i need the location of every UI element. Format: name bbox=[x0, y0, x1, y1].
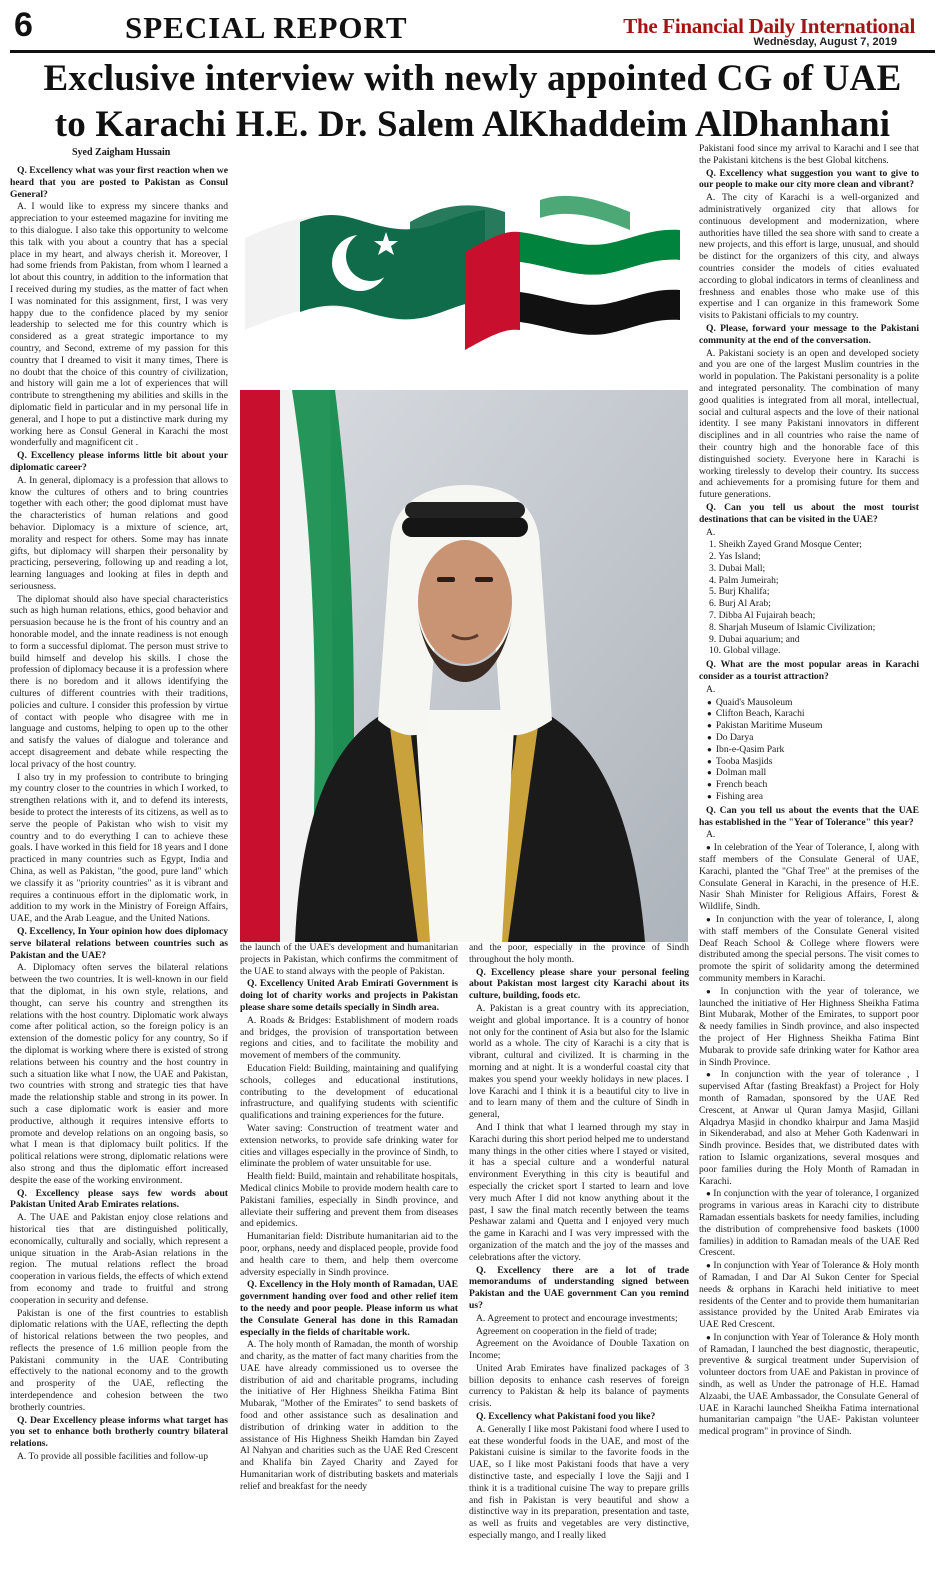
interview-answer-paragraph: Agreement on the Avoidance of Double Taxation on Income; bbox=[469, 1338, 689, 1362]
karachi-area-item: ● Clifton Beach, Karachi bbox=[707, 708, 919, 720]
interview-answer-paragraph: A. Pakistani society is an open and developed society and you are one of the largest Muslim countries in the world in population. The Pakistani personality is a polite and integrated personality. The combination of many good qualities is integrated from all moral, intellectual, social and cultural aspects and the love of their national identity. I see many Pakistani innovators in different disciplines and in all countries who raise the name of their country high and the honorable face of this distinguished society. Everyone here in Karachi is working tirelessly to develop their country. Its success and achievements for a promising future for them and future generations. bbox=[699, 347, 919, 501]
interview-answer-paragraph: A. Pakistan is a great country with its appreciation, weight and global importance. It is a country of honor not only for the continent of Asia but also for the Islamic world as a whole. The city of Karachi is a city that is vibrant, cultural and civilized. It is charming in the morning and at night. It is a wonderful coastal city that makes you spend your weekly holidays in new places. I love Karachi and I think it is a beautiful city to live in and to learn many of them and the culture of Sindh in general, bbox=[469, 1002, 689, 1121]
interview-answer-paragraph: A. I would like to express my sincere thanks and appreciation to your esteemed magazine for inviting me to this dialogue. I also take this opportunity to welcome this talk with you about a country that has a special place in my heart, and always cherish it. Moreover, I had some friends from Pakistan, from whom I learned a lot about this country, in addition to the information that I received during my studies, as the matter of fact when I was nominated for this assignment, first, I was very happy due to the confidence placed by my senior leadership to selected me for this country which is considered as a great strategic importance to my country, and Second, extreme of my passion for this country that I dreamed to visit it many times, There is no doubt that the choice of this country of civilization, and history will gain me a lot of experiences that will contribute to strengthening my abilities and skills in the diplomatic field in particular and in my personal life in general, and I hope to put a distinctive mark during my working here as Consul General in Karachi the most wonderfully and magnificent cit . bbox=[10, 201, 228, 449]
tolerance-event-text: In conjunction with Year of Tolerance & Holy month of Ramadan, I and Dar Al Sukon Center for Special needs & orphans in Karachi held initiative to meet residents of the Center and to provide them humanitarian assistance provided by the United Arab Emirates via UAE Red Crescent. bbox=[699, 1260, 919, 1331]
interview-answer-paragraph: and the poor, especially in the province of Sindh throughout the holy month. bbox=[469, 942, 689, 965]
article-column-1 bbox=[10, 165, 228, 1567]
bullet-icon: ● bbox=[706, 1189, 714, 1199]
interview-answer-paragraph: A. Diplomacy often serves the bilateral relations between the two countries. It is well-known in our field that the diplomat, in his own style, relations, and thought, can serve his country and strengthen its relations with the host country. Diplomatic work always come after political action, so the foreign policy is an extension of the domestic policy for any country, So if the diplomat is working where there is existed of strong relations between his country and the host country in such a situation like what I now, the UAE and Pakistan, two countries with strong and strategic ties that have made the relationship stable and strong in its power. In such a case diplomatic work is easier and more productive, although it requires intensive efforts to promote and develop relations on an ongoing basis, so what I mean is that diplomacy built politics. If the political relations were strong, diplomatic relations were also strong and thus the diplomatic effort increased despite the ease of the working environment. bbox=[10, 962, 228, 1186]
interview-answer-paragraph: the launch of the UAE's development and humanitarian projects in Pakistan, which confirms the commitment of the UAE to stand always with the people of Pakistan. bbox=[240, 942, 458, 977]
tolerance-event-item bbox=[699, 914, 919, 985]
interview-question: Q. Excellency please informs little bit about your diplomatic career? bbox=[10, 450, 228, 473]
tolerance-event-item bbox=[699, 986, 919, 1069]
newspaper-name: The Financial Daily International bbox=[623, 14, 915, 38]
interview-question: Q. Excellency what suggestion you want to give to our people to make our city more clean and vibrant? bbox=[699, 167, 919, 191]
karachi-area-item: ● Dolman mall bbox=[707, 767, 919, 779]
interview-question: Q. What are the most popular areas in Karachi consider as a tourist attraction? bbox=[699, 659, 919, 683]
interview-question: Q. Can you tell us about the most tourist destinations that can be visited in the UAE? bbox=[699, 501, 919, 525]
interview-answer-paragraph: Pakistani food since my arrival to Karachi and I see that the Pakistani kitchens is the best Global kitchens. bbox=[699, 143, 919, 166]
headline-line-1: Exclusive interview with newly appointed CG of UAE bbox=[43, 58, 902, 99]
consul-general-portrait bbox=[240, 390, 688, 942]
interview-question: Q. Excellency please share your personal feeling about Pakistan most largest city Karachi about its culture, building, foods etc. bbox=[469, 966, 689, 1002]
article-column-3 bbox=[469, 942, 689, 1567]
karachi-area-item: ● Pakistan Maritime Museum bbox=[707, 720, 919, 732]
tourist-destination-item: 8. Sharjah Museum of Islamic Civilization; bbox=[709, 621, 876, 633]
interview-answer-paragraph: A. In general, diplomacy is a profession that allows to know the cultures of others and to bring countries together with each other; the good diplomat must have the characteristics of human relations and good behavior. Diplomacy is a mixture of science, art, morality and respect for others. Some may has innate gifts, but diplomacy will sharpen their personality by practicing, persevering, following up and reading a lot, learning languages and looking at files in depth and seriousness. bbox=[10, 474, 228, 592]
tourist-destination-item: 1. Sheikh Zayed Grand Mosque Center; bbox=[709, 539, 862, 551]
masthead bbox=[0, 0, 945, 52]
interview-answer-paragraph: Agreement on cooperation in the field of trade; bbox=[476, 1325, 657, 1337]
bullet-icon: ● bbox=[706, 1261, 714, 1271]
bullet-icon: ● bbox=[706, 986, 721, 996]
headline-line-2: to Karachi H.E. Dr. Salem AlKhaddeim AlDhanhani bbox=[54, 104, 891, 145]
tolerance-event-item bbox=[699, 1332, 919, 1438]
interview-answer-paragraph: A. Agreement to protect and encourage investments; bbox=[476, 1312, 678, 1324]
interview-answer-paragraph: A. The holy month of Ramadan, the month of worship and charity, as the matter of fact many charities from the UAE have already commissioned us to oversee the distribution of aid and charitable programs, including the initiative of Her Highness Sheikha Fatima Bint Mubarak, "Mother of the Emirates" to send baskets of food and other assistance such as desalination and distribution of drinking water in addition to the assistance of His Highness Sheikh Hamdan bin Zayed Al Nahyan and charities such as the UAE Red Crescent and Khalifa bin Zayed Charity and Zayed for Humanitarian work of distributing baskets and materials relief and breakfast for the needy bbox=[240, 1339, 458, 1492]
interview-answer-paragraph: A. bbox=[706, 829, 716, 841]
interview-answer-paragraph: The diplomat should also have special characteristics such as high human relations, ethics, good behavior and persuasion because he is the front of his country and an honorable model, and the innate readiness is not enough to form a successful diplomat. The person must strive to build himself and develop his skills. I chose the profession of diplomacy because it is a profession where there is no boredom and it allows identifying the cultures of different countries with their traditions, policies and culture. I consider this profession by virtue of contact with people who disagree with me in language and customs, helping to open up to the other and satisfy the values of dialogue and tolerance and accept disagreement and debate while respecting the local privacy of the host country. bbox=[10, 593, 228, 770]
article-column-4 bbox=[699, 143, 919, 1567]
tolerance-event-text: In conjunction with Year of Tolerance & Holy month of Ramadan, I launched the best diagnostic, therapeutic, preventive & surgical treatment under Supervision of volunteer doctors from UAE and Pakistan in province of sindh, as well as Under the patronage of H.E. Hamad Alzaabi, the UAE Ambassador, the Consulate General of UAE in Karachi launched Sheikha Fatima international humanitarian campaign "the UAE- Pakistan volunteer medical program" in province of Sindh. bbox=[699, 1331, 919, 1438]
karachi-area-item: ● Fishing area bbox=[707, 791, 919, 803]
interview-answer-paragraph: A. The UAE and Pakistan enjoy close relations and historical ties that are distinguished politically, economically, culturally and socially, which represent a unique situation in the Arab-Asian relations in the region. The mutual relations reflect the broad cooperation in various fields, the effects of which extend from economy and trade to fruitful and strong cooperation in security and defense. bbox=[10, 1212, 228, 1306]
interview-answer-paragraph: Humanitarian field: Distribute humanitarian aid to the poor, orphans, needy and displaced people, provide food and health care to them, and help them overcome adversity especially in Sindh province. bbox=[240, 1231, 458, 1278]
masthead-rule bbox=[10, 50, 935, 53]
tolerance-event-text: In conjunction with the year of tolerance, I organized programs in various areas in Karachi city to distribute Ramadan essentials baskets for needy families, including the distribution of comprehensive food baskets (1000 families) in addition to Ramadan meals of the UAE Red Crescent. bbox=[699, 1188, 919, 1259]
article-column-2 bbox=[240, 942, 458, 1567]
bullet-icon: ● bbox=[706, 843, 714, 853]
interview-question: Q. Excellency what was your first reaction when we heard that you are posted to Pakistan as Consul General? bbox=[10, 165, 228, 200]
tourist-destination-item: 3. Dubai Mall; bbox=[709, 562, 766, 574]
interview-answer-paragraph: A. bbox=[706, 683, 716, 695]
tolerance-event-text: In conjunction with the year of tolerance, I, along with staff members of the Consulate General visited Deaf Reach School & College where flowers were distributed among the special persons. The visit comes to promote the spirit of solidarity among the determined community members in Karachi. bbox=[699, 914, 919, 984]
karachi-area-item: ● Quaid's Mausoleum bbox=[707, 697, 919, 709]
bullet-icon: ● bbox=[706, 1070, 721, 1080]
bullet-icon: ● bbox=[706, 1332, 714, 1342]
tourist-destination-list bbox=[709, 539, 919, 657]
byline: Syed Zaigham Hussain bbox=[72, 147, 171, 158]
interview-answer-paragraph: A. Roads & Bridges: Establishment of modern roads and bridges, the provision of transportation between regions and cities, and to facilitate the mobility and movement of members of the community. bbox=[240, 1014, 458, 1062]
tourist-destination-item: 5. Burj Khalifa; bbox=[709, 586, 770, 598]
karachi-area-item: ● Ibn-e-Qasim Park bbox=[707, 744, 919, 756]
tolerance-event-item bbox=[699, 1188, 919, 1259]
karachi-area-list bbox=[707, 697, 919, 803]
karachi-area-item: ● French beach bbox=[707, 779, 919, 791]
pakistan-uae-flags-image bbox=[240, 160, 690, 365]
interview-answer-paragraph: I also try in my profession to contribute to bringing my country closer to the countries in which I worked, to strengthen relations with it, and to defend its interests, beside to protect the interests of its citizens, as well as to serve the people of Pakistan who wish to visit my country and to do everything I can to achieve these goals. I have worked in this field for 18 years and I done practiced in many countries such as Egypt, India and China, as well as Pakistan, "the good, pure land" which we classify it as "priority countries" as it is vibrant and requires a continuous effort in the diplomatic work, in addition to my work in the Ministry of Foreign Affairs, UAE, and the Arab League, and the United Nations. bbox=[10, 771, 228, 925]
interview-question: Q. Excellency please says few words about Pakistan United Arab Emirates relations. bbox=[10, 1187, 228, 1211]
page-number: 6 bbox=[14, 6, 33, 44]
karachi-area-item: ● Tooba Masjids bbox=[707, 756, 919, 768]
interview-answer-paragraph: A. Generally I like most Pakistani food where I used to eat these wonderful foods in the UAE, and most of the Pakistani cuisine is similar to the favorite foods in the UAE, so I like most Pakistani foods that have a very distinctive taste, and especially I love the Sajji and I think it is a traditional cuisine The way to prepare grills and fish in Pakistan is very beautiful and show a distinctive way in its preparation, presentation and taste, as well as fruits and vegetables are very distinctive, especially mango, and I really liked bbox=[469, 1423, 689, 1542]
interview-answer-paragraph: A. The city of Karachi is a well-organized and administratively organized city that allows for continuous development and modernization, where authorities have tilled the sea shore with sand to create a new projects, and this effort is large, unusual, and should be distinct for the organizers of this city, and always countries consider the models of cities evaluated according to global indicators in terms of cleanliness and freshness and enables those who make use of this expertise and I can organize in this framework Some visits to Pakistani officials to my country. bbox=[699, 192, 919, 322]
interview-answer-paragraph: A. To provide all possible facilities and follow-up bbox=[17, 1451, 208, 1463]
tourist-destination-item: 9. Dubai aquarium; and bbox=[709, 633, 800, 645]
tourist-destination-item: 4. Palm Jumeirah; bbox=[709, 574, 779, 586]
tourist-destination-item: 2. Yas Island; bbox=[709, 551, 761, 563]
interview-answer-paragraph: Water saving: Construction of treatment water and extension networks, to provide safe drinking water for cities and villages especially in the province of Sindh, to eliminate the problem of water unsuitable for use. bbox=[240, 1122, 458, 1170]
interview-question: Q. Dear Excellency please informs what target has you set to enhance both brotherly country bilateral relations. bbox=[10, 1414, 228, 1450]
issue-date: Wednesday, August 7, 2019 bbox=[753, 36, 897, 48]
interview-answer-paragraph: And I think that what I learned through my stay in Karachi during this short period helped me to understand many things in the other cities where I stayed or visited, it has a special culture and a wonderful natural environment Everything in this city is beautiful and especially the cricket sport I started to learn and love very much After I did not know anything about it the past, I saw the final match recently between the teams Peshawar zalami and Quetta and I enjoyed very much the game in Karachi and I was very impressed with the organization of the match and the joy of the masses and celebrations after the victory. bbox=[469, 1121, 689, 1263]
tolerance-event-text: In conjunction with the year of tolerance, we launched the initiative of Her Highness Sheikha Fatima Bint Mubarak, Mother of the Emirates, to support poor & needy families in Sindh province, and also inspected the project of Her Highness Sheikha Fatima Bint Mubarak to provide safe drinking water for Kathor area in Sindh Province. bbox=[699, 985, 919, 1068]
tourist-destination-item: 10. Global village. bbox=[709, 645, 781, 657]
headline bbox=[0, 56, 945, 148]
interview-answer-paragraph: Pakistan is one of the first countries to establish diplomatic relations with the UAE, reflecting the depth of historical relations between the two peoples, and reflects the presence of 1.6 million people from the Pakistani community in the UAE Contributing effectively to the national economy and to the growth and prosperity of the UAE, reflecting the interdependence and cohesion between the two brotherly countries. bbox=[10, 1307, 228, 1413]
interview-answer-paragraph: A. bbox=[706, 526, 716, 538]
tolerance-event-text: In celebration of the Year of Tolerance, I, along with staff members of the Consulate General of UAE, Karachi, planted the "Ghaf Tree" at the premises of the Consulate General in Karachi, in the presence of H.E. Nasir Shah Minister for Religious Affairs, Forest & Wildlife, Sindh. bbox=[699, 842, 919, 913]
interview-question: Q. Excellency United Arab Emirati Government is doing lot of charity works and projects in Pakistan please share some details specially in Sindh area. bbox=[240, 978, 458, 1013]
interview-question: Q. Excellency what Pakistani food you like? bbox=[476, 1411, 656, 1423]
interview-question: Q. Excellency there are a lot of trade memorandums of understanding signed between Pakistan and the UAE government Can you remind us? bbox=[469, 1264, 689, 1311]
interview-question: Q. Please, forward your message to the Pakistani community at the end of the conversation. bbox=[699, 322, 919, 346]
karachi-area-item: ● Do Darya bbox=[707, 732, 919, 744]
bullet-icon: ● bbox=[706, 915, 717, 924]
interview-answer-paragraph: Health field: Build, maintain and rehabilitate hospitals, Medical clinics Mobile to provide modern health care to Pakistani families, especially in Sindh province, and alleviate their suffering and prevent them from diseases and epidemics. bbox=[240, 1171, 458, 1230]
tourist-destination-item: 7. Dibba Al Fujairah beach; bbox=[709, 610, 816, 622]
interview-answer-paragraph: Education Field: Building, maintaining and qualifying schools, colleges and educational institutions, contributing to the development of educational infrastructure, and qualifying students with scientific qualifications and training experiences for the future. bbox=[240, 1062, 458, 1122]
interview-question: Q. Excellency, In Your opinion how does diplomacy serve bilateral relations between countries such as Pakistan and the UAE? bbox=[10, 926, 228, 961]
tolerance-event-item bbox=[699, 1069, 919, 1187]
interview-question: Q. Excellency in the Holy month of Ramadan, UAE government handing over food and other relief item to the needy and poor people. Please inform us what the Consulate General has done in this Ramadan especially in the fields of charitable work. bbox=[240, 1279, 458, 1338]
tolerance-event-item bbox=[699, 842, 919, 913]
tolerance-event-item bbox=[699, 1260, 919, 1331]
interview-answer-paragraph: United Arab Emirates have finalized packages of 3 billion deposits to enhance cash reserves of foreign currency to Pakistan & help its balance of payments crisis. bbox=[469, 1362, 689, 1410]
tourist-destination-item: 6. Burj Al Arab; bbox=[709, 598, 771, 610]
section-title: SPECIAL REPORT bbox=[125, 10, 408, 45]
interview-question: Q. Can you tell us about the events that the UAE has established in the "Year of Tolerance" this year? bbox=[699, 804, 919, 828]
tolerance-event-text: In conjunction with the year of tolerance , I supervised Aftar (fasting Breakfast) a Project for Holy month of Ramadan, sponsored by the UAE Red Crescent, at Anwar ul Quran Jamya Masjid, Gillani Alqadrya Masjid in chondko khairpur and Jama Masjid in Sikenderabad, and also at Meher Goth Kadenwari in Sindh province. Besides that, we distributed dates with ration to Islamic organizations, several mosques and poor families during the Holy Month of Ramadan in Karachi. bbox=[699, 1069, 919, 1187]
